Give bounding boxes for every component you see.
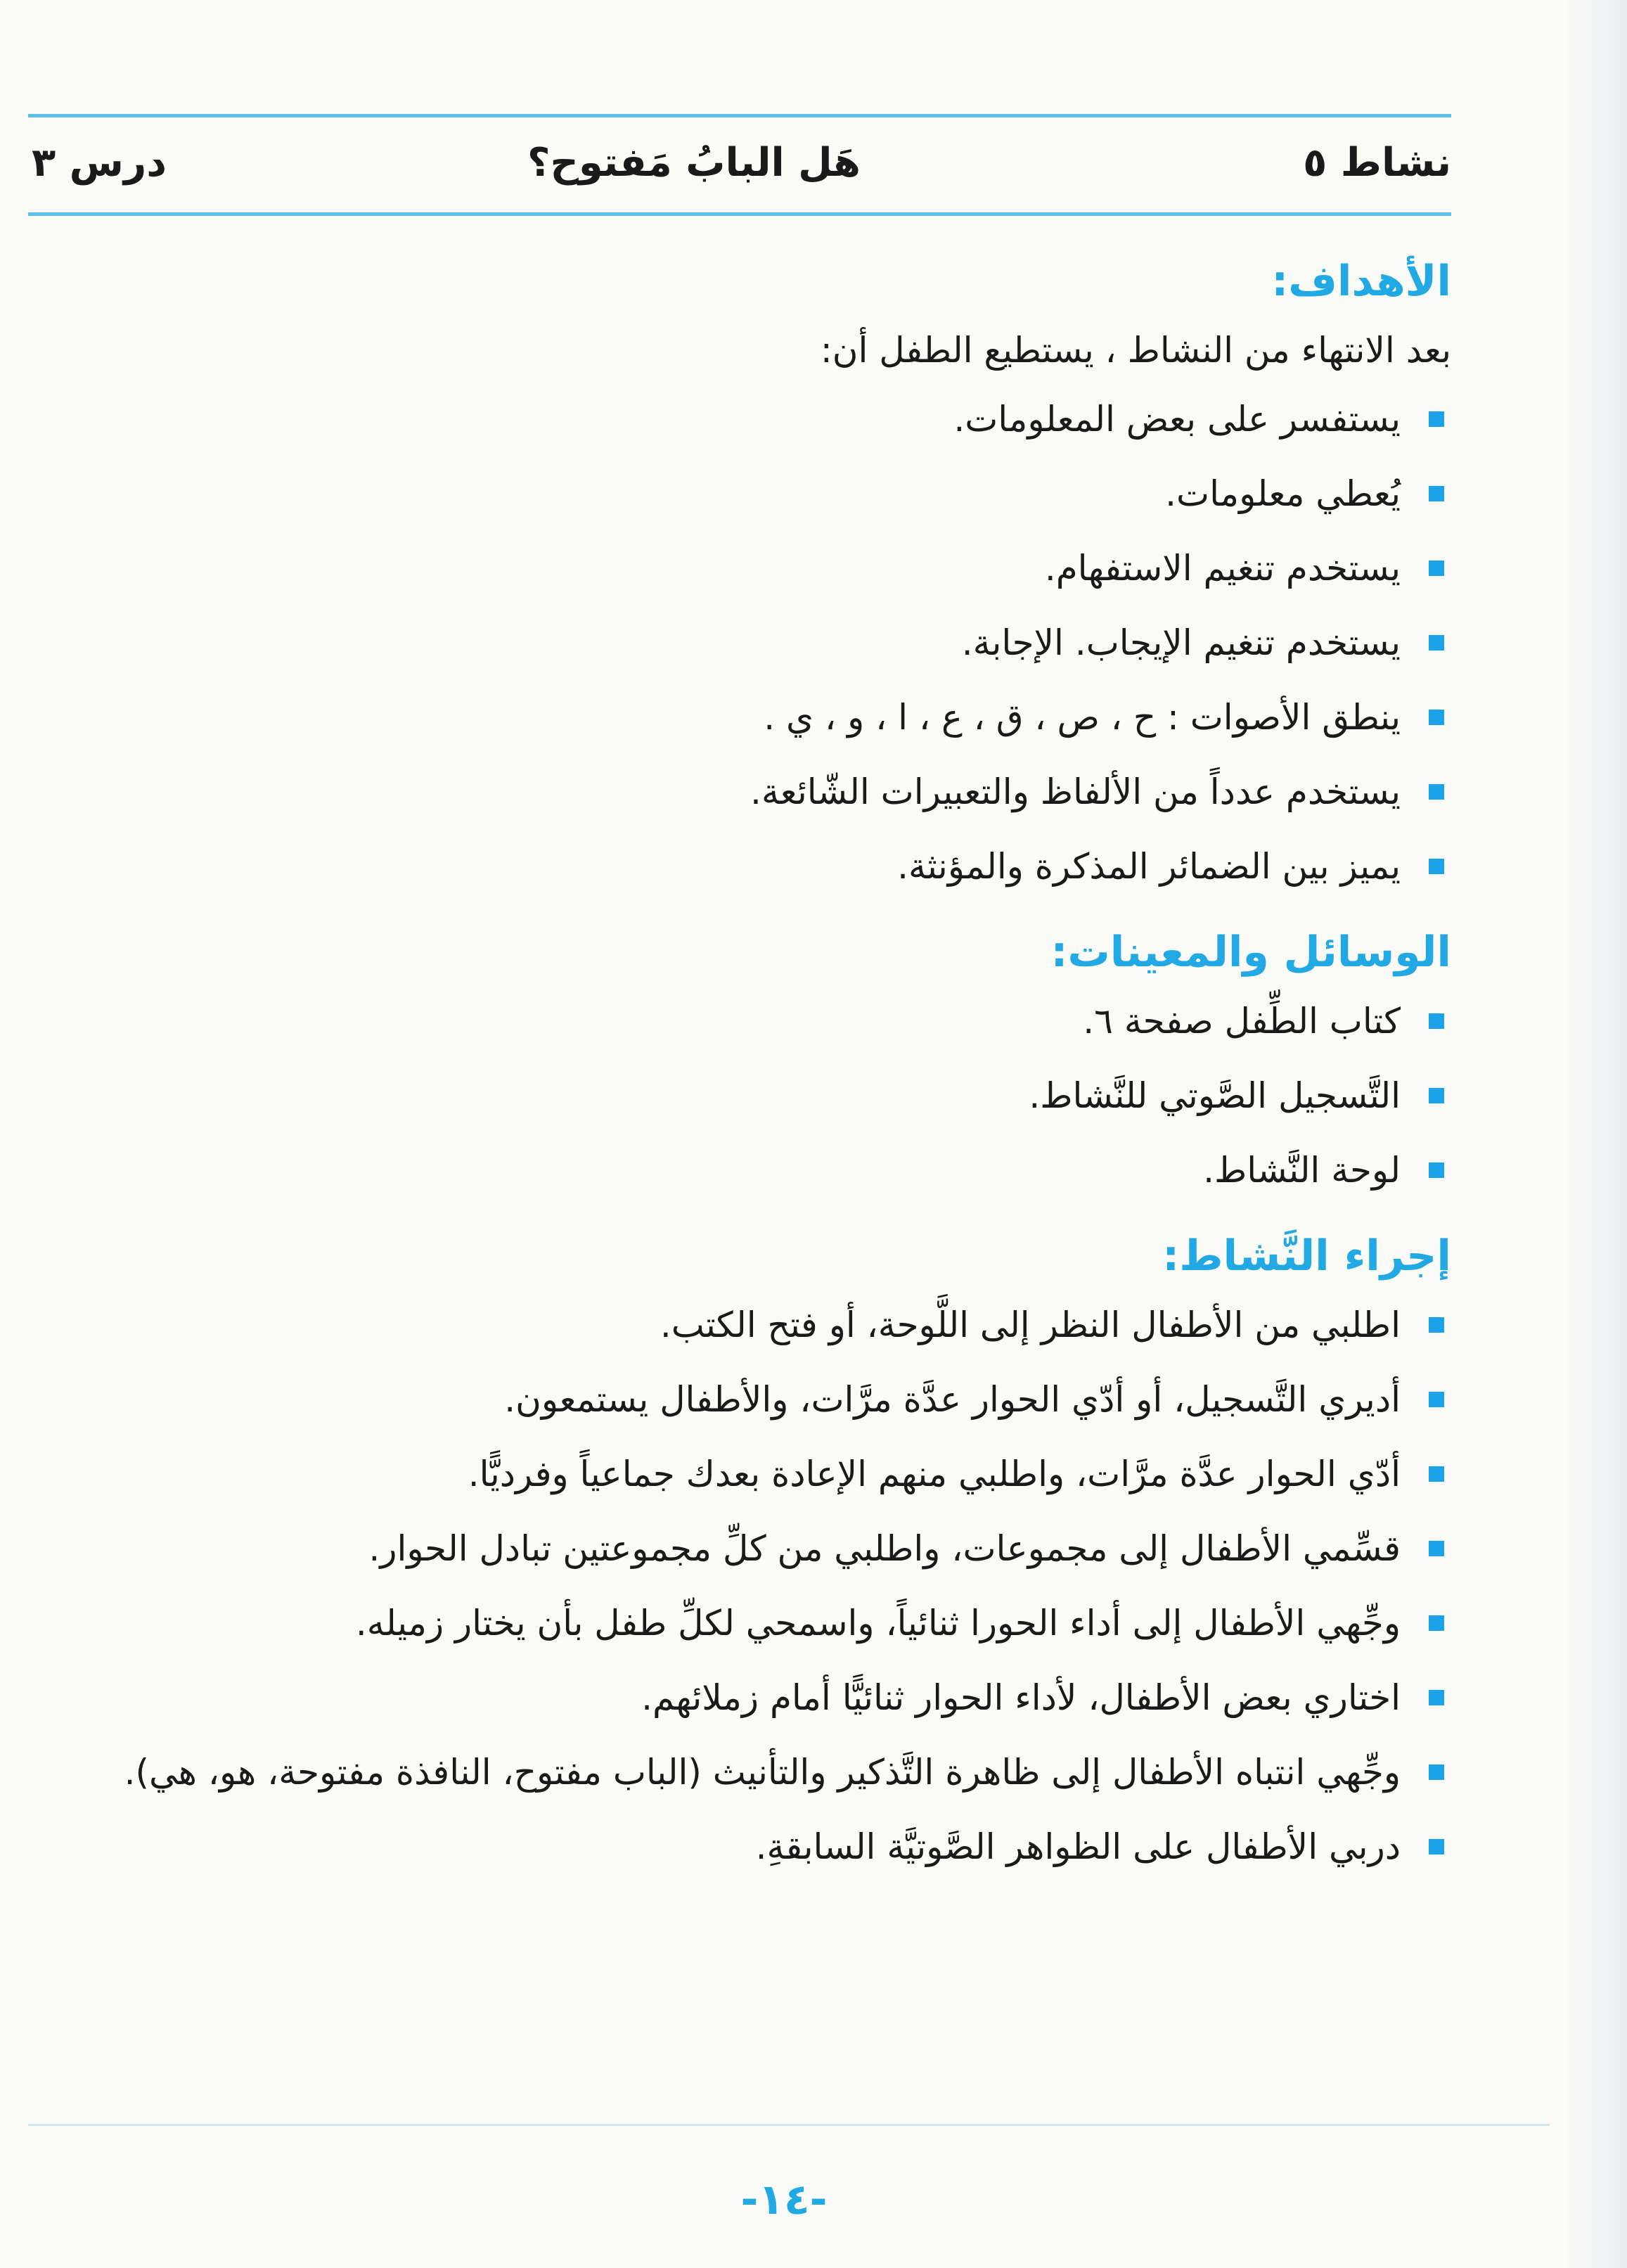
header-top-rule xyxy=(28,114,1451,117)
goal-item: ينطق الأصوات : ح ، ص ، ق ، ع ، ا ، و ، ي . xyxy=(115,680,1451,755)
procedure-item: اطلبي من الأطفال النظر إلى اللَّوحة، أو فتح الكتب. xyxy=(115,1288,1451,1362)
material-item: التَّسجيل الصَّوتي للنَّشاط. xyxy=(115,1058,1451,1133)
procedure-item: دربي الأطفال على الظواهر الصَّوتيَّة السابقةِ. xyxy=(115,1809,1451,1884)
goals-list xyxy=(115,382,1451,904)
goal-item: يستفسر على بعض المعلومات. xyxy=(115,382,1451,456)
main-content xyxy=(115,250,1451,1884)
bullet-square-icon xyxy=(1429,635,1444,651)
bullet-square-icon xyxy=(1429,859,1444,874)
bullet-square-icon xyxy=(1429,560,1444,576)
bullet-square-icon xyxy=(1429,784,1444,800)
materials-heading: الوسائل والمعينات: xyxy=(1050,928,1451,977)
activity-title: هَل البابُ مَفتوح؟ xyxy=(527,140,861,186)
bullet-square-icon xyxy=(1429,1764,1444,1780)
goal-item: يستخدم تنغيم الاستفهام. xyxy=(115,531,1451,606)
page-header xyxy=(28,121,1451,209)
goal-item: يستخدم تنغيم الإيجاب. الإجابة. xyxy=(115,606,1451,680)
bullet-square-icon xyxy=(1429,1317,1444,1333)
procedure-item: أديري التَّسجيل، أو أدّي الحوار عدَّة مرَّات، والأطفال يستمعون. xyxy=(115,1362,1451,1437)
bullet-square-icon xyxy=(1429,411,1444,427)
page-number: -١٤- xyxy=(740,2175,828,2224)
procedure-item: وجِّهي انتباه الأطفال إلى ظاهرة التَّذكير والتأنيث (الباب مفتوح، النافذة مفتوحة، هو، هي). xyxy=(115,1735,1451,1809)
bullet-square-icon xyxy=(1429,710,1444,725)
goal-item: يستخدم عدداً من الألفاظ والتعبيرات الشّائعة. xyxy=(115,755,1451,829)
bullet-square-icon xyxy=(1429,1162,1444,1178)
materials-list xyxy=(115,984,1451,1207)
activity-label: نشاط ٥ xyxy=(1303,140,1451,186)
bullet-square-icon xyxy=(1429,1088,1444,1103)
goal-item: يميز بين الضمائر المذكرة والمؤنثة. xyxy=(115,829,1451,904)
procedure-heading: إجراء النَّشاط: xyxy=(1162,1231,1451,1281)
bullet-square-icon xyxy=(1429,1541,1444,1556)
procedure-item: اختاري بعض الأطفال، لأداء الحوار ثنائيًّا أمام زملائهم. xyxy=(115,1660,1451,1735)
goal-item: يُعطي معلومات. xyxy=(115,456,1451,531)
bullet-square-icon xyxy=(1429,1392,1444,1407)
procedure-item: وجِّهي الأطفال إلى أداء الحورا ثنائياً، واسمحي لكلِّ طفل بأن يختار زميله. xyxy=(115,1586,1451,1660)
procedure-item: أدّي الحوار عدَّة مرَّات، واطلبي منهم الإعادة بعدك جماعياً وفرديًّا. xyxy=(115,1437,1451,1511)
bullet-square-icon xyxy=(1429,1466,1444,1482)
procedure-list xyxy=(115,1288,1451,1884)
paper-edge-shading xyxy=(1564,0,1627,2268)
header-bottom-rule xyxy=(28,212,1451,216)
procedure-item: قسِّمي الأطفال إلى مجموعات، واطلبي من كلِّ مجموعتين تبادل الحوار. xyxy=(115,1511,1451,1586)
lesson-label: درس ٣ xyxy=(32,140,167,186)
goals-intro: بعد الانتهاء من النشاط ، يستطيع الطفل أن: xyxy=(820,330,1451,371)
bullet-square-icon xyxy=(1429,1690,1444,1705)
bullet-square-icon xyxy=(1429,1615,1444,1631)
bullet-square-icon xyxy=(1429,486,1444,501)
bullet-square-icon xyxy=(1429,1839,1444,1854)
material-item: لوحة النَّشاط. xyxy=(115,1133,1451,1207)
footer-rule xyxy=(28,2124,1550,2126)
goals-heading: الأهداف: xyxy=(1271,257,1451,306)
material-item: كتاب الطِّفل صفحة ٦. xyxy=(115,984,1451,1058)
bullet-square-icon xyxy=(1429,1013,1444,1029)
